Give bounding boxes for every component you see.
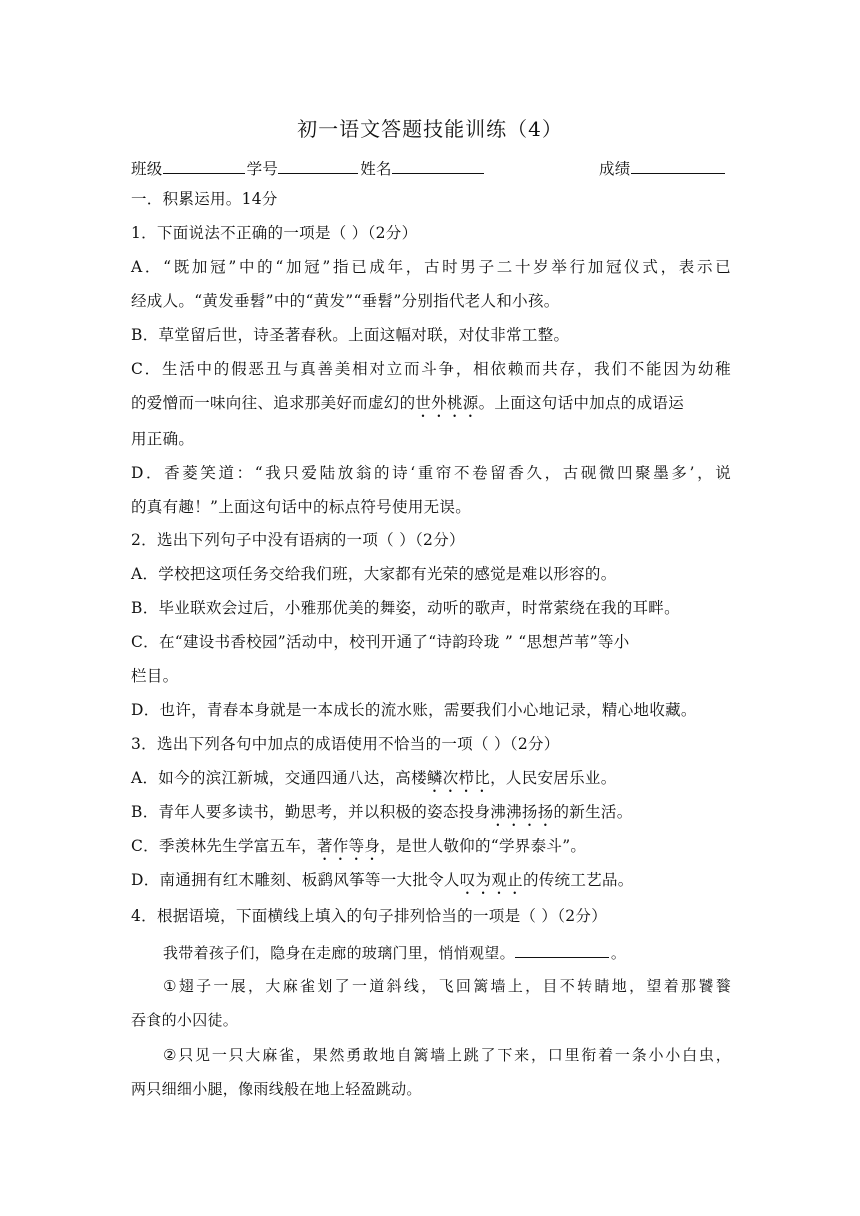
dotted-idiom: 著作等身 xyxy=(316,837,381,855)
q2-option-a: A．学校把这项任务交给我们班，大家都有光荣的感觉是难以形容的。 xyxy=(131,565,617,583)
text-segment: 我带着孩子们，隐身在走廊的玻璃门里，悄悄观望。 xyxy=(163,944,515,962)
student-info-header xyxy=(131,156,731,180)
dotted-idiom: 沸沸扬扬 xyxy=(490,803,554,821)
text-segment: 的爱憎而一味向往、追求那美好而虚幻的 xyxy=(131,394,416,412)
score-label: 成绩 xyxy=(599,160,631,178)
q1-option-d-line1: D．香菱笑道：“我只爱陆放翁的诗‘重帘不卷留香久，古砚微凹聚墨多’，说 xyxy=(131,464,731,482)
answer-blank[interactable] xyxy=(515,940,609,958)
q2-option-b: B．毕业联欢会过后，小雅那优美的舞姿，动听的歌声，时常萦绕在我的耳畔。 xyxy=(131,599,680,617)
text-segment: 的传统工艺品。 xyxy=(522,871,634,889)
text-segment: D．南通拥有红木雕刻、板鹞风筝等一大批令人 xyxy=(131,871,460,889)
page-title: 初一语文答题技能训练（4） xyxy=(297,117,563,141)
text-segment: 的新生活。 xyxy=(553,803,633,821)
text-segment: C．季羡林先生学富五车， xyxy=(131,837,317,855)
dotted-idiom: 鳞次栉比 xyxy=(426,769,491,787)
class-blank[interactable] xyxy=(163,156,245,174)
q1-option-d-line2: 的真有趣！”上面这句话中的标点符号使用无误。 xyxy=(131,498,472,516)
q2-stem: 2．选出下列句子中没有语病的一项（ ）（2分） xyxy=(131,531,465,549)
dotted-idiom: 叹为观止 xyxy=(459,871,523,889)
q4-sentence-1-line1: ①翅子一展，大麻雀划了一道斜线，飞回篱墙上，目不转睛地，望着那饕餮 xyxy=(163,977,731,995)
q1-stem: 1．下面说法不正确的一项是（ ）（2分） xyxy=(131,224,418,242)
q1-option-b: B．草堂留后世，诗圣著春秋。上面这幅对联，对仗非常工整。 xyxy=(131,326,570,344)
student-id-blank[interactable] xyxy=(278,156,358,174)
q4-stem: 4．根据语境，下面横线上填入的句子排列恰当的一项是（ ）（2分） xyxy=(131,907,608,925)
q3-option-b xyxy=(131,801,731,830)
text-segment: 。上面这句话中加点的成语运 xyxy=(478,394,685,412)
text-segment: 。 xyxy=(610,944,627,962)
q1-option-c-line3: 用正确。 xyxy=(131,430,195,448)
q2-option-c-line1: C．在“建设书香校园”活动中，校刊开通了“诗韵玲珑 ” “思想芦苇”等小 xyxy=(131,633,630,651)
q4-context xyxy=(163,940,731,964)
q1-option-c-line2 xyxy=(131,392,731,421)
text-segment: ，人民安居乐业。 xyxy=(490,769,617,787)
q3-option-d xyxy=(131,869,731,898)
section-heading: 一．积累运用。14分 xyxy=(131,190,278,208)
q4-sentence-2-line2: 两只细细小腿，像雨线般在地上轻盈跳动。 xyxy=(131,1080,422,1098)
dotted-idiom: 世外桃源 xyxy=(415,394,479,412)
q2-option-d: D．也许，青春本身就是一本成长的流水账，需要我们小心地记录，精心地收藏。 xyxy=(131,701,697,719)
q3-option-a xyxy=(131,767,731,796)
q1-option-c-line1: C．生活中的假恶丑与真善美相对立而斗争，相依赖而共存，我们不能因为幼稚 xyxy=(131,360,731,378)
name-blank[interactable] xyxy=(392,156,484,174)
text-segment: ，是世人敬仰的“学界泰斗”。 xyxy=(380,837,587,855)
student-id-label: 学号 xyxy=(246,160,279,178)
q1-option-a-line1: A．“既加冠”中的“加冠”指已成年，古时男子二十岁举行加冠仪式，表示已 xyxy=(131,258,731,276)
q3-stem: 3．选出下列各句中加点的成语使用不恰当的一项（ ）（2分） xyxy=(131,735,560,753)
class-label: 班级 xyxy=(131,160,163,178)
text-segment: A．如今的滨江新城，交通四通八达，高楼 xyxy=(131,769,427,787)
q2-option-c-line2: 栏目。 xyxy=(131,667,179,685)
text-segment: B．青年人要多读书，勤思考，并以积极的姿态投身 xyxy=(131,803,491,821)
q4-sentence-2-line1: ②只见一只大麻雀，果然勇敢地自篱墙上跳了下来，口里衔着一条小小白虫， xyxy=(163,1046,731,1064)
q4-sentence-1-line2: 吞食的小囚徒。 xyxy=(131,1011,239,1029)
name-label: 姓名 xyxy=(360,160,392,178)
q1-option-a-line2: 经成人。“黄发垂髫”中的“黄发”“垂髫”分别指代老人和小孩。 xyxy=(131,292,560,310)
q3-option-c xyxy=(131,835,731,864)
score-blank[interactable] xyxy=(631,156,725,174)
